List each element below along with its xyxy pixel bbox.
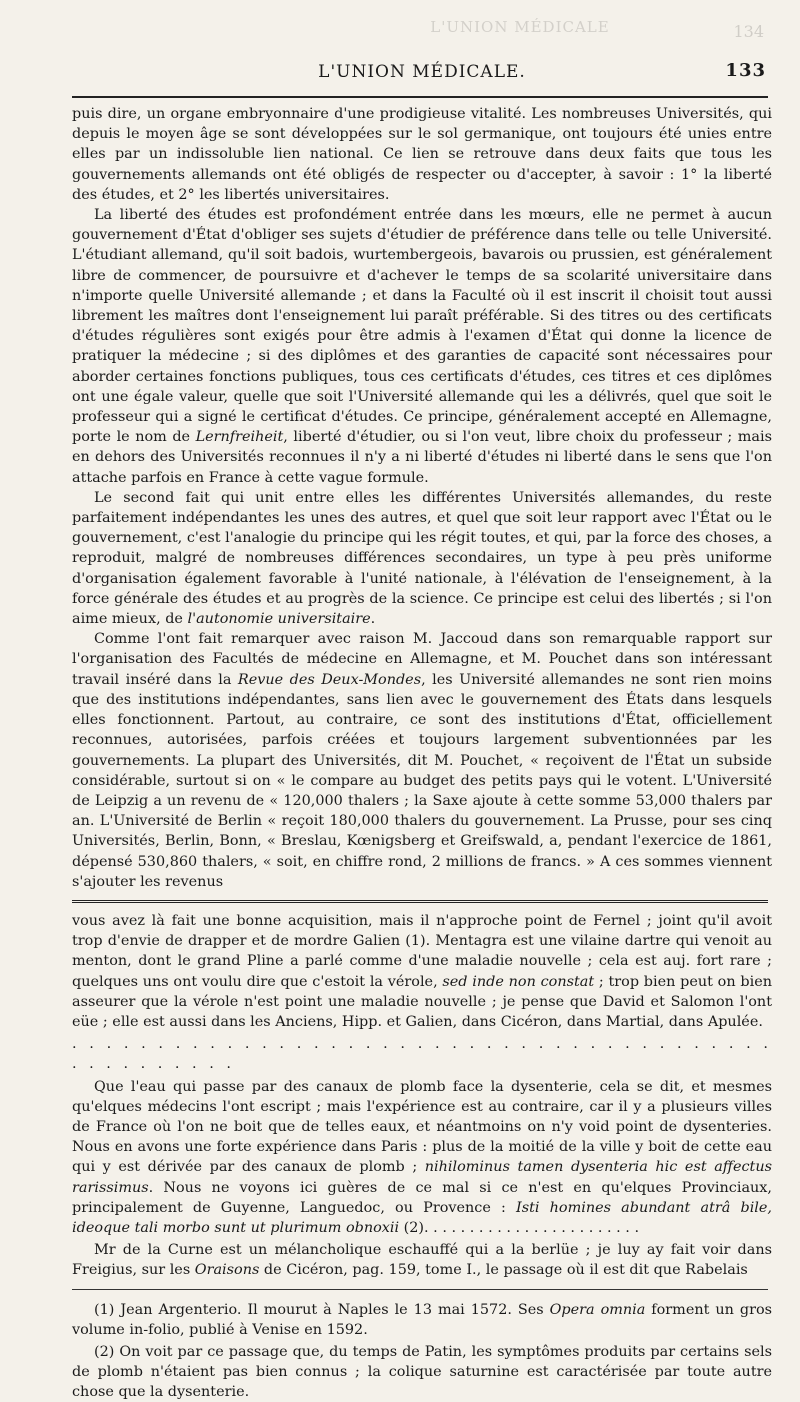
paragraph: vous avez là fait une bonne acquisition, mais il n'approche point de Fernel ; joint qu'il avoit trop d'envie de drapper et de mordre Galien (1). Mentagra est une vilaine dartre qui venoit au menton, dont le grand Pline a parlé comme d'une maladie nouvelle ; cela est auj. fort rare ; quelques uns ont voulu dire que c'estoit la vérole, sed inde non constat ; trop bien peut on bien asseurer que la vérole n'est point une maladie nouvelle ; je pense que David et Salomon l'ont eüe ; elle est aussi dans les Anciens, Hipp. et Galien, dans Cicéron, dans Martial, dans Apulée. (72, 912, 772, 1030)
paragraph: puis dire, un organe embryonnaire d'une prodigieuse vitalité. Les nombreuses Universités, qui depuis le moyen âge se sont développées sur le sol germanique, ont toujours été unies entre elles par un indissoluble lien national. Ce lien se retrouve dans deux faits que tous les gouvernements allemands ont été obligés de respecter ou d'accepter, à savoir : 1° la liberté des études, et 2° les libertés universitaires. (72, 106, 772, 203)
paragraph: Mr de la Curne est un mélancholique eschauffé qui a la berlüe ; je luy ay fait voir dans Freigius, sur les Oraisons de Cicéron, pag. 159, tome I., le passage où il est dit que Rabelais (72, 1242, 772, 1279)
paragraph: Le second fait qui unit entre elles les différentes Universités allemandes, du reste parfaitement indépendantes les unes des autres, et quel que soit leur rapport avec l'État ou le gouvernement, c'est l'analogie du principe qui les régit toutes, et qui, par la force des choses, a reproduit, malgré de nombreuses différences secondaires, un type à peu près uniforme d'organisation également favorable à l'unité nationale, à l'élévation de l'enseignement, à la force générale des études et au progrès de la science. Ce principe est celui des libertés ; si l'on aime mieux, de l'autonomie universitaire. (72, 489, 772, 628)
header-rule (72, 96, 768, 98)
paragraph: Que l'eau qui passe par des canaux de plomb face la dysenterie, cela se dit, et mesmes qu'elques médecins l'ont escript ; mais l'expérience est au contraire, car il y a plusieurs villes de France où l'on ne boit que de telles eaux, et néantmoins on n'y void point de dysenteries. Nous en avons une forte expérience dans Paris : plus de la moitié de la ville y boit de cette eau qui y est dérivée par des canaux de plomb ; nihilominus tamen dysenteria hic est affectus rarissimus. Nous ne voyons ici guères de ce mal si ce n'est en qu'elques Provinciaux, principalement de Guyenne, Languedoc, ou Provence : Isti homines abundant atrâ bile, ideoque tali morbo sunt ut plurimum obnoxii (2). . . . . . . . . . . . . . . . . . . . . . . . (72, 1078, 772, 1236)
footnotes (72, 1300, 772, 1402)
paragraph: Comme l'ont fait remarquer avec raison M. Jaccoud dans son remarquable rapport sur l'organisation des Facultés de médecine en Allemagne, et M. Pouchet dans son intéressant travail inséré dans la Revue des Deux-Mondes, les Université allemandes ne sont rien moins que des institutions indépendantes, sans lien avec le gouvernement des États dans lesquels elles fonctionnent. Partout, au contraire, ce sont des institutions d'État, officiellement reconnues, autorisées, parfois créées et toujours largement subventionnées par les gouvernements. La plupart des Universités, dit M. Pouchet, « reçoivent de l'État un subside considérable, surtout si on « le compare au budget des petits pays qui le votent. L'Université de Leipzig a un revenu de « 120,000 thalers ; la Saxe ajoute à cette somme 53,000 thalers par an. L'Université de Berlin « reçoit 180,000 thalers du gouvernement. La Prusse, pour ses cinq Universités, Berlin, Bonn, « Breslau, Kœnigsberg et Greifswald, a, pendant l'exercice de 1861, dépensé 530,860 thalers, « soit, en chiffre rond, 2 millions de francs. » A ces sommes viennent s'ajouter les revenus (72, 631, 773, 890)
feuilleton-separator (72, 900, 768, 903)
footnote-2: (2) On voit par ce passage que, du temps de Patin, les symptômes produits par certains sels de plomb n'étaient pas bien connus ; la colique saturnine est caractérisée par toute autre chose que la dysenterie. (72, 1343, 772, 1400)
ellipsis-line: . . . . . . . . . . . . . . . . . . . . . . . . . . . . . . . . . . . . . . . . . . . . . . . . . . . (72, 1036, 772, 1073)
paragraph: La liberté des études est profondément entrée dans les mœurs, elle ne permet à aucun gouvernement d'État d'obliger ses sujets d'étudier de préférence dans telle ou telle Université. L'étudiant allemand, qu'il soit badois, wurtembergeois, bavarois ou prussien, est généralement libre de commencer, de poursuivre et d'achever le temps de sa scolarité universitaire dans n'importe quelle Université allemande ; et dans la Faculté où il est inscrit il choisit tout aussi librement les maîtres dont l'enseignement lui paraît préférable. Si des titres ou des certificats d'études régulières sont exigés pour être admis à l'examen d'État qui donne la licence de pratiquer la médecine ; si des diplômes et des garanties de capacité sont nécessaires pour aborder certaines fonctions publiques, tous ces certificats d'études, ces titres et ces diplômes ont une égale valeur, quelle que soit l'Université allemande qui les a délivrés, quel que soit le professeur qui a signé le certificat d'études. Ce principe, généralement accepté en Allemagne, porte le nom de Lernfreiheit, liberté d'étudier, ou si l'on veut, libre choix du professeur ; mais en dehors des Universités reconnues il n'y a ni liberté d'études ni liberté dans le sens que l'on attache parfois en France à cette vague formule. (72, 207, 772, 486)
footnote-rule (72, 1289, 768, 1290)
footnote-1: (1) Jean Argenterio. Il mourut à Naples le 13 mai 1572. Ses Opera omnia forment un gros volume in-folio, publié à Venise en 1592. (72, 1301, 773, 1338)
bleed-through-number: 134 (733, 22, 764, 41)
journal-title: L'UNION MÉDICALE. (318, 62, 526, 82)
main-article (72, 104, 772, 892)
running-header (72, 56, 772, 96)
feuilleton (72, 911, 772, 1281)
bleed-through-title: L'UNION MÉDICALE (430, 18, 610, 36)
page-number: 133 (725, 60, 766, 81)
